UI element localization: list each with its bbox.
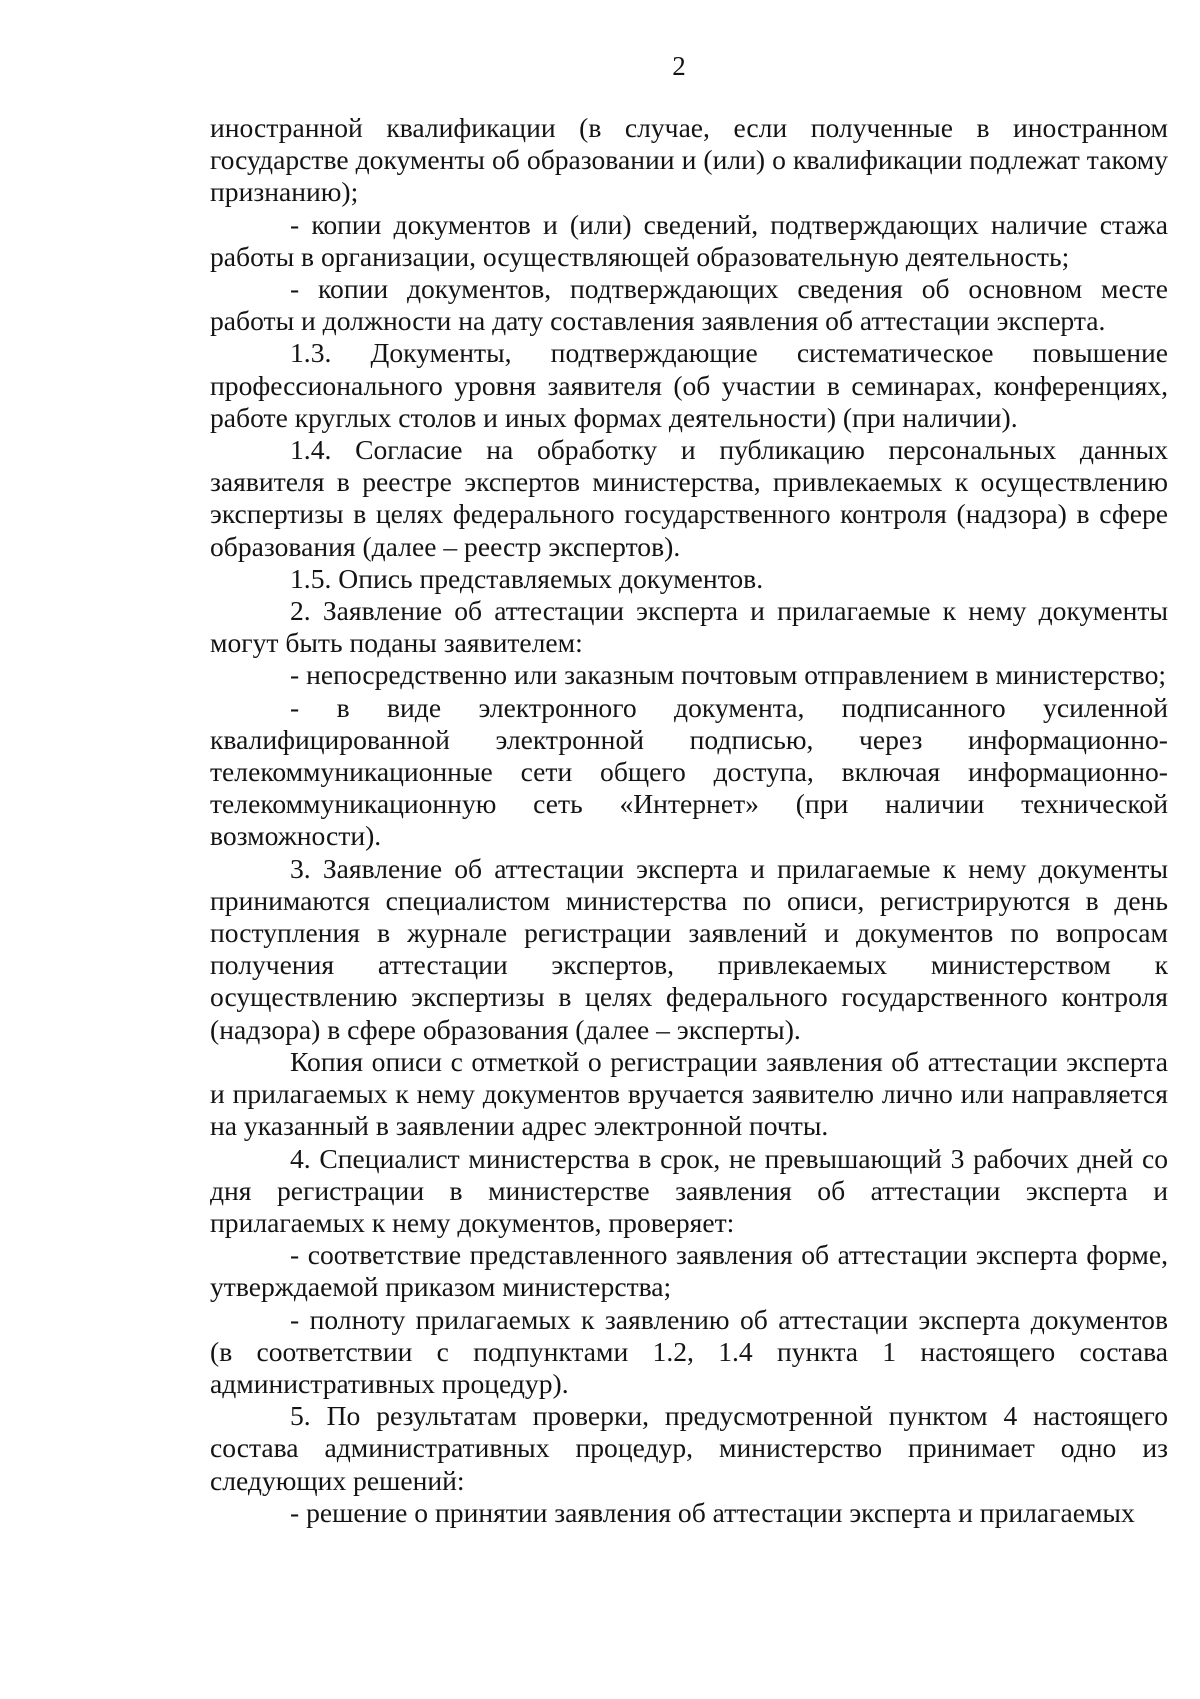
document-body xyxy=(210,112,1168,1529)
page-number: 2 xyxy=(672,51,686,81)
paragraph-clause: 1.3. Документы, подтверждающие систематическое повышение профессионального уровня заявителя (об участии в семинарах, конференциях, работе круглых столов и иных формах деятельности) (при наличии). xyxy=(210,337,1168,433)
paragraph-list-item: - копии документов и (или) сведений, подтверждающих наличие стажа работы в организации, осуществляющей образовательную деятельность; xyxy=(210,208,1168,272)
paragraph-clause: 2. Заявление об аттестации эксперта и прилагаемые к нему документы могут быть поданы заявителем: xyxy=(210,595,1168,659)
paragraph-text: Копия описи с отметкой о регистрации заявления об аттестации эксперта и прилагаемых к нему документов вручается заявителю лично или направляется на указанный в заявлении адрес электронной почты. xyxy=(210,1045,1168,1142)
paragraph-clause: 4. Специалист министерства в срок, не превышающий 3 рабочих дней со дня регистрации в министерстве заявления об аттестации эксперта и прилагаемых к нему документов, проверяет: xyxy=(210,1142,1168,1238)
paragraph-list-item: - соответствие представленного заявления об аттестации эксперта форме, утверждаемой приказом министерства; xyxy=(210,1239,1168,1303)
paragraph-clause: 5. По результатам проверки, предусмотренной пунктом 4 настоящего состава административных процедур, министерство принимает одно из следующих решений: xyxy=(210,1400,1168,1496)
paragraph-list-item: - решение о принятии заявления об аттестации эксперта и прилагаемых xyxy=(290,1496,1135,1528)
paragraph-list-item: - копии документов, подтверждающих сведения об основном месте работы и должности на дату составления заявления об аттестации эксперта. xyxy=(210,273,1168,337)
paragraph-list-item: - полноту прилагаемых к заявлению об аттестации эксперта документов (в соответствии с подпунктами 1.2, 1.4 пункта 1 настоящего состава административных процедур). xyxy=(210,1303,1168,1399)
paragraph-clause: 1.4. Согласие на обработку и публикацию персональных данных заявителя в реестре экспертов министерства, привлекаемых к осуществлению экспертизы в целях федерального государственного контроля (надзора) в сфере образования (далее – реестр экспертов). xyxy=(210,434,1168,562)
paragraph-clause: 1.5. Опись представляемых документов. xyxy=(290,562,764,594)
paragraph-list-item: - в виде электронного документа, подписанного усиленной квалифицированной электронной подписью, через информационно-телекоммуникационные сети общего доступа, включая информационно-телекоммуникационную сеть «Интернет» (при наличии технической возможности). xyxy=(210,691,1168,852)
paragraph-clause: 3. Заявление об аттестации эксперта и прилагаемые к нему документы принимаются специалистом министерства по описи, регистрируются в день поступления в журнале регистрации заявлений и документов по вопросам получения аттестации экспертов, привлекаемых министерством к осуществлению экспертизы в целях федерального государственного контроля (надзора) в сфере образования (далее – эксперты). xyxy=(210,852,1168,1045)
paragraph-list-item: - непосредственно или заказным почтовым отправлением в министерство; xyxy=(290,659,1167,691)
paragraph-continuation: иностранной квалификации (в случае, если полученные в иностранном государстве документы об образовании и (или) о квалификации подлежат такому признанию); xyxy=(210,112,1168,208)
